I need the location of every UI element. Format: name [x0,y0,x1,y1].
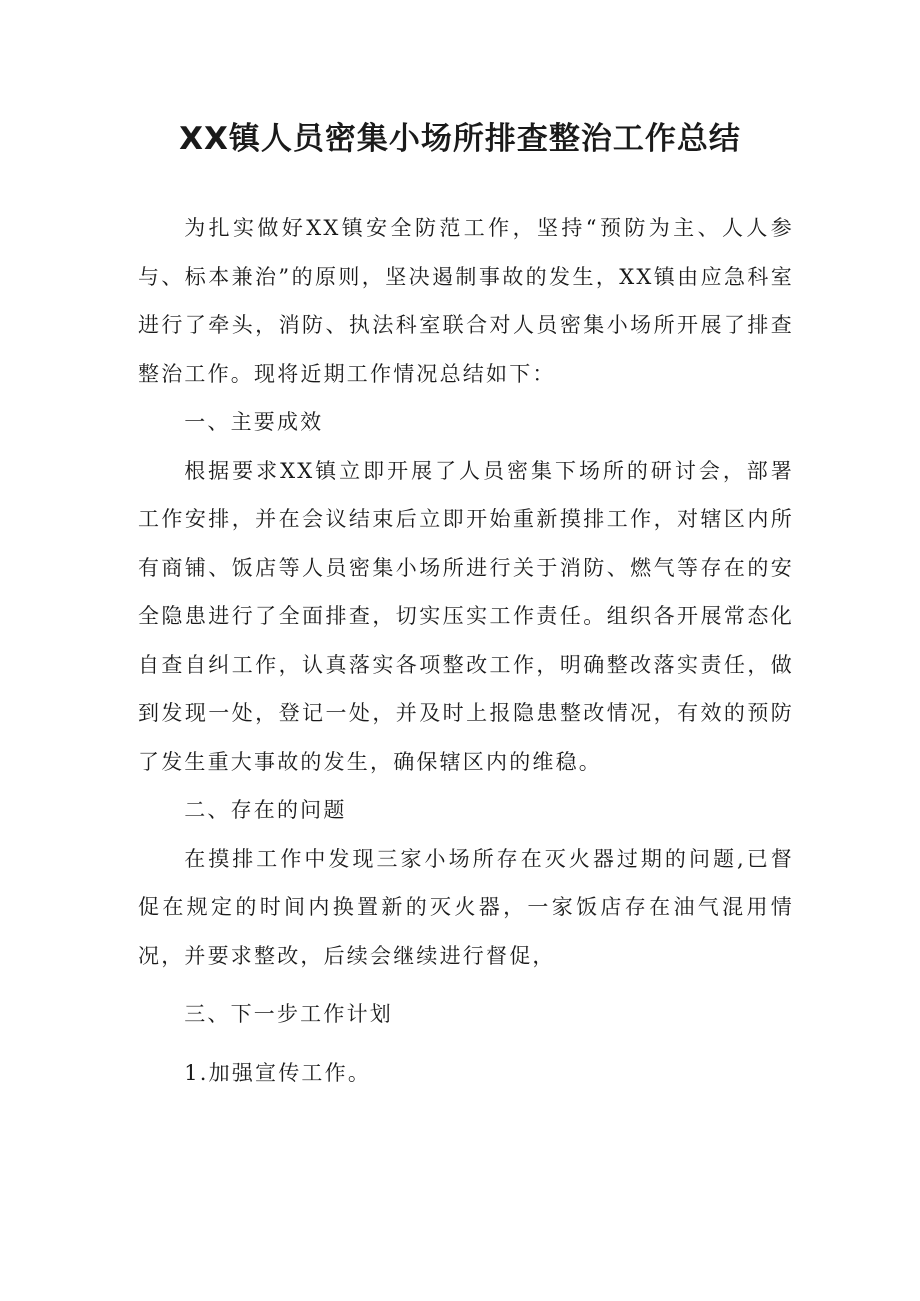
paragraph-gap [138,980,794,990]
intro-paragraph: 为扎实做好XX镇安全防范工作，坚持“预防为主、人人参与、标本兼治”的原则，坚决遏制事故的发生，XX镇由应急科室进行了牵头，消防、执法科室联合对人员密集小场所开展了排查整治工作。现将近期工作情况总结如下： [138,216,794,386]
section-2-heading: 二、存在的问题 [184,798,347,822]
document-title: XX镇人员密集小场所排查整治工作总结 [179,121,741,157]
section-2-paragraph: 在摸排工作中发现三家小场所存在灭火器过期的问题,已督促在规定的时间内换置新的灭火器，一家饭店存在油气混用情况，并要求整改，后续会继续进行督促， [138,846,794,968]
paragraph-gap [138,1039,794,1049]
section-1-paragraph: 根据要求XX镇立即开展了人员密集下场所的研讨会，部署工作安排，并在会议结束后立即开始重新摸排工作，对辖区内所有商铺、饭店等人员密集小场所进行关于消防、燃气等存在的安全隐患进行了全面排查，切实压实工作责任。组织各开展常态化自查自纠工作，认真落实各项整改工作，明确整改落实责任，做到发现一处，登记一处，并及时上报隐患整改情况，有效的预防了发生重大事故的发生，确保辖区内的维稳。 [138,458,794,774]
document-body [138,204,794,1097]
section-1-heading: 一、主要成效 [184,410,324,434]
section-3-heading: 三、下一步工作计划 [184,1002,393,1026]
section-3-item-1: 1.加强宣传工作。 [184,1060,372,1085]
